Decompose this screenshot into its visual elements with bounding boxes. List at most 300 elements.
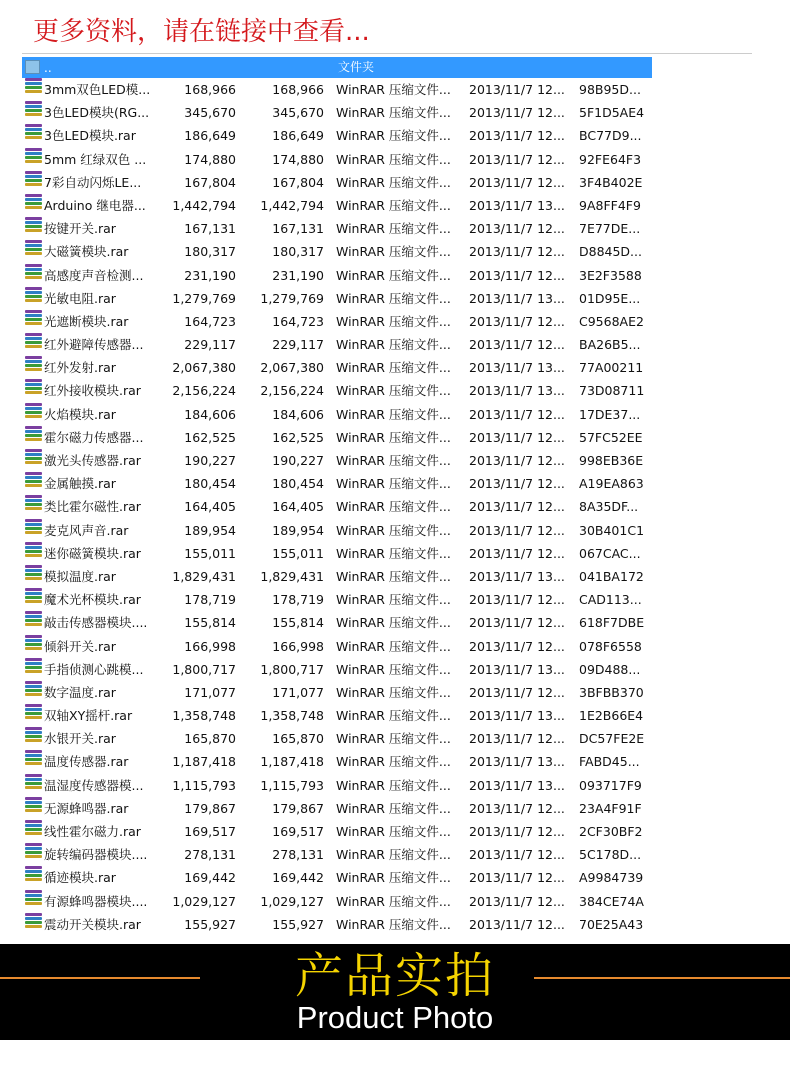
file-packed-size: 231,190 (272, 267, 324, 283)
file-modified-date: 2013/11/7 12... (469, 545, 565, 561)
file-size: 229,117 (184, 337, 236, 353)
file-row[interactable] (22, 750, 652, 773)
file-modified-date: 2013/11/7 12... (469, 916, 565, 932)
file-modified-date: 2013/11/7 12... (469, 82, 565, 97)
file-name: 类比霍尔磁性.rar (44, 499, 141, 515)
file-crc32: 98B95D... (579, 82, 641, 97)
file-row[interactable] (22, 287, 652, 310)
file-size: 162,525 (184, 429, 236, 445)
winrar-archive-icon (25, 565, 42, 581)
file-type: WinRAR 压缩文件... (336, 592, 451, 608)
file-type: WinRAR 压缩文件... (336, 754, 451, 770)
file-packed-size: 1,800,717 (260, 661, 324, 677)
file-packed-size: 174,880 (272, 151, 324, 167)
file-packed-size: 169,517 (272, 824, 324, 839)
file-size: 189,954 (184, 522, 236, 538)
file-type: WinRAR 压缩文件... (336, 824, 451, 839)
file-modified-date: 2013/11/7 13... (469, 661, 565, 677)
file-size: 2,156,224 (172, 383, 236, 399)
file-packed-size: 179,867 (272, 800, 324, 816)
file-size: 1,029,127 (172, 893, 236, 909)
file-crc32: CAD113... (579, 592, 642, 608)
file-crc32: 093717F9 (579, 777, 642, 793)
file-size: 167,804 (184, 174, 236, 190)
file-row[interactable] (22, 681, 652, 704)
winrar-archive-icon (25, 124, 42, 140)
file-modified-date: 2013/11/7 12... (469, 313, 565, 329)
file-modified-date: 2013/11/7 13... (469, 383, 565, 399)
file-modified-date: 2013/11/7 12... (469, 638, 565, 654)
file-size: 186,649 (184, 128, 236, 144)
file-type: WinRAR 压缩文件... (336, 777, 451, 793)
winrar-archive-icon (25, 194, 42, 210)
file-type: WinRAR 压缩文件... (336, 615, 451, 631)
file-crc32: A9984739 (579, 870, 644, 886)
file-row[interactable] (22, 542, 652, 565)
file-modified-date: 2013/11/7 12... (469, 128, 565, 144)
file-size: 164,405 (184, 499, 236, 515)
file-name: 循迹模块.rar (44, 870, 116, 886)
file-row[interactable] (22, 519, 652, 542)
file-size: 180,317 (184, 244, 236, 260)
file-row[interactable] (22, 426, 652, 449)
file-row[interactable] (22, 890, 652, 913)
file-row[interactable] (22, 194, 652, 217)
file-size: 169,517 (184, 824, 236, 839)
file-crc32: 5C178D... (579, 847, 642, 863)
file-modified-date: 2013/11/7 12... (469, 870, 565, 886)
file-row[interactable] (22, 240, 652, 263)
file-name: 3色LED模块.rar (44, 128, 136, 144)
file-row[interactable] (22, 774, 652, 797)
file-name: 7彩自动闪烁LE... (44, 174, 142, 190)
parent-folder-name: .. (44, 61, 52, 75)
file-name: 火焰模块.rar (44, 406, 116, 422)
file-type: WinRAR 压缩文件... (336, 453, 451, 468)
file-size: 1,358,748 (172, 708, 236, 724)
file-type: WinRAR 压缩文件... (336, 128, 451, 144)
file-type: WinRAR 压缩文件... (336, 638, 451, 654)
file-name: 5mm 红绿双色 ... (44, 151, 147, 167)
file-row[interactable] (22, 495, 652, 518)
file-name: 温度传感器.rar (44, 754, 129, 770)
winrar-archive-icon (25, 774, 42, 790)
file-crc32: 041BA172 (579, 568, 644, 584)
file-name: 模拟温度.rar (44, 568, 116, 584)
file-modified-date: 2013/11/7 12... (469, 406, 565, 422)
winrar-archive-icon (25, 356, 42, 372)
file-modified-date: 2013/11/7 12... (469, 105, 565, 121)
file-name: 震动开关模块.rar (44, 916, 141, 932)
file-crc32: 73D08711 (579, 383, 645, 399)
file-name: 温湿度传感器模... (44, 777, 144, 793)
file-type: WinRAR 压缩文件... (336, 174, 451, 190)
file-modified-date: 2013/11/7 12... (469, 244, 565, 260)
winrar-archive-icon (25, 78, 42, 94)
file-name: 红外发射.rar (44, 360, 116, 376)
file-type: WinRAR 压缩文件... (336, 708, 451, 724)
file-crc32: 17DE37... (579, 406, 641, 422)
file-modified-date: 2013/11/7 12... (469, 476, 565, 492)
file-packed-size: 171,077 (272, 684, 324, 700)
file-size: 179,867 (184, 800, 236, 816)
file-row[interactable] (22, 264, 652, 287)
file-row[interactable] (22, 727, 652, 750)
file-packed-size: 162,525 (272, 429, 324, 445)
file-type: WinRAR 压缩文件... (336, 847, 451, 863)
file-crc32: 01D95E... (579, 290, 641, 306)
file-name: 麦克风声音.rar (44, 522, 129, 538)
file-crc32: 09D488... (579, 661, 641, 677)
file-packed-size: 164,405 (272, 499, 324, 515)
file-size: 168,966 (184, 82, 236, 97)
file-packed-size: 167,804 (272, 174, 324, 190)
file-type: WinRAR 压缩文件... (336, 522, 451, 538)
winrar-archive-icon (25, 843, 42, 859)
file-name: 数字温度.rar (44, 684, 116, 700)
file-row[interactable] (22, 356, 652, 379)
file-crc32: 067CAC... (579, 545, 641, 561)
winrar-archive-icon (25, 727, 42, 743)
file-packed-size: 229,117 (272, 337, 324, 353)
file-name: 3色LED模块(RG... (44, 105, 150, 121)
file-packed-size: 2,067,380 (260, 360, 324, 376)
file-row[interactable] (22, 704, 652, 727)
file-crc32: 23A4F91F (579, 800, 642, 816)
file-modified-date: 2013/11/7 12... (469, 429, 565, 445)
file-name: 红外接收模块.rar (44, 383, 141, 399)
file-name: 敲击传感器模块.... (44, 615, 148, 631)
file-row[interactable] (22, 403, 652, 426)
header-divider (22, 53, 752, 54)
file-row[interactable] (22, 148, 652, 171)
file-name: 红外避障传感器... (44, 337, 144, 353)
winrar-archive-icon (25, 287, 42, 303)
file-row[interactable] (22, 635, 652, 658)
file-row[interactable] (22, 333, 652, 356)
file-size: 1,187,418 (172, 754, 236, 770)
file-name: 魔术光杯模块.rar (44, 592, 141, 608)
file-modified-date: 2013/11/7 12... (469, 824, 565, 839)
file-name: 线性霍尔磁力.rar (44, 824, 141, 839)
file-packed-size: 345,670 (272, 105, 324, 121)
file-row[interactable] (22, 472, 652, 495)
file-row[interactable] (22, 843, 652, 866)
file-type: WinRAR 压缩文件... (336, 800, 451, 816)
file-modified-date: 2013/11/7 13... (469, 708, 565, 724)
file-modified-date: 2013/11/7 13... (469, 290, 565, 306)
file-type: WinRAR 压缩文件... (336, 383, 451, 399)
file-modified-date: 2013/11/7 13... (469, 568, 565, 584)
file-crc32: 8A35DF... (579, 499, 639, 515)
parent-folder-type: 文件夹 (338, 60, 375, 74)
file-crc32: 618F7DBE (579, 615, 645, 631)
file-type: WinRAR 压缩文件... (336, 499, 451, 515)
file-packed-size: 180,454 (272, 476, 324, 492)
winrar-archive-icon (25, 333, 42, 349)
file-type: WinRAR 压缩文件... (336, 429, 451, 445)
file-crc32: 77A00211 (579, 360, 644, 376)
file-modified-date: 2013/11/7 12... (469, 522, 565, 538)
file-modified-date: 2013/11/7 12... (469, 499, 565, 515)
file-name: 无源蜂鸣器.rar (44, 800, 129, 816)
file-packed-size: 278,131 (272, 847, 324, 863)
file-size: 1,829,431 (172, 568, 236, 584)
file-modified-date: 2013/11/7 12... (469, 267, 565, 283)
file-type: WinRAR 压缩文件... (336, 731, 451, 747)
file-packed-size: 1,115,793 (260, 777, 324, 793)
file-name: 旋转编码器模块.... (44, 847, 148, 863)
file-packed-size: 167,131 (272, 221, 324, 237)
file-type: WinRAR 压缩文件... (336, 82, 451, 97)
file-row[interactable] (22, 310, 652, 333)
file-type: WinRAR 压缩文件... (336, 893, 451, 909)
file-packed-size: 1,442,794 (260, 197, 324, 213)
file-row[interactable] (22, 101, 652, 124)
file-modified-date: 2013/11/7 12... (469, 221, 565, 237)
file-size: 166,998 (184, 638, 236, 654)
file-crc32: 3E2F3588 (579, 267, 642, 283)
winrar-archive-icon (25, 704, 42, 720)
file-size: 190,227 (184, 453, 236, 468)
file-modified-date: 2013/11/7 12... (469, 731, 565, 747)
file-modified-date: 2013/11/7 12... (469, 800, 565, 816)
file-packed-size: 1,029,127 (260, 893, 324, 909)
winrar-archive-icon (25, 217, 42, 233)
file-type: WinRAR 压缩文件... (336, 568, 451, 584)
file-name: 迷你磁簧模块.rar (44, 545, 141, 561)
file-size: 171,077 (184, 684, 236, 700)
file-packed-size: 165,870 (272, 731, 324, 747)
winrar-archive-icon (25, 101, 42, 117)
parent-folder-row[interactable] (22, 57, 652, 78)
file-packed-size: 2,156,224 (260, 383, 324, 399)
winrar-archive-icon (25, 542, 42, 558)
file-size: 1,115,793 (172, 777, 236, 793)
banner-title: 产品实拍 (294, 948, 495, 1004)
file-crc32: DC57FE2E (579, 731, 645, 747)
file-packed-size: 180,317 (272, 244, 324, 260)
file-name: 金属触摸.rar (44, 476, 116, 492)
file-type: WinRAR 压缩文件... (336, 337, 451, 353)
file-size: 155,927 (184, 916, 236, 932)
file-type: WinRAR 压缩文件... (336, 267, 451, 283)
file-row[interactable] (22, 379, 652, 402)
winrar-archive-icon (25, 148, 42, 164)
archive-file-list[interactable] (22, 57, 652, 936)
file-type: WinRAR 压缩文件... (336, 360, 451, 376)
file-packed-size: 155,011 (272, 545, 324, 561)
winrar-archive-icon (25, 264, 42, 280)
file-modified-date: 2013/11/7 12... (469, 592, 565, 608)
file-row[interactable] (22, 611, 652, 634)
winrar-archive-icon (25, 611, 42, 627)
file-name: 激光头传感器.rar (44, 453, 141, 468)
file-modified-date: 2013/11/7 13... (469, 777, 565, 793)
file-packed-size: 164,723 (272, 313, 324, 329)
file-name: 按键开关.rar (44, 221, 116, 237)
file-modified-date: 2013/11/7 12... (469, 893, 565, 909)
winrar-archive-icon (25, 890, 42, 906)
file-packed-size: 1,829,431 (260, 568, 324, 584)
file-row[interactable] (22, 797, 652, 820)
file-type: WinRAR 压缩文件... (336, 545, 451, 561)
file-type: WinRAR 压缩文件... (336, 476, 451, 492)
file-size: 345,670 (184, 105, 236, 121)
file-size: 278,131 (184, 847, 236, 863)
file-packed-size: 155,927 (272, 916, 324, 932)
file-name: 霍尔磁力传感器... (44, 429, 144, 445)
file-crc32: D8845D... (579, 244, 642, 260)
file-size: 231,190 (184, 267, 236, 283)
file-modified-date: 2013/11/7 12... (469, 615, 565, 631)
file-name: 光遮断模块.rar (44, 313, 129, 329)
winrar-archive-icon (25, 913, 42, 929)
file-modified-date: 2013/11/7 13... (469, 360, 565, 376)
file-crc32: 30B401C1 (579, 522, 645, 538)
file-crc32: 2CF30BF2 (579, 824, 643, 839)
file-size: 1,442,794 (172, 197, 236, 213)
file-row[interactable] (22, 820, 652, 843)
file-modified-date: 2013/11/7 12... (469, 151, 565, 167)
file-size: 1,279,769 (172, 290, 236, 306)
winrar-archive-icon (25, 310, 42, 326)
file-name: 手指侦测心跳模... (44, 661, 144, 677)
file-row[interactable] (22, 171, 652, 194)
file-crc32: 998EB36E (579, 453, 644, 468)
file-crc32: BA26B5... (579, 337, 641, 353)
file-packed-size: 168,966 (272, 82, 324, 97)
file-row[interactable] (22, 588, 652, 611)
winrar-archive-icon (25, 658, 42, 674)
file-modified-date: 2013/11/7 12... (469, 174, 565, 190)
file-crc32: 3BFBB370 (579, 684, 644, 700)
file-packed-size: 1,279,769 (260, 290, 324, 306)
winrar-archive-icon (25, 750, 42, 766)
file-type: WinRAR 压缩文件... (336, 221, 451, 237)
winrar-archive-icon (25, 495, 42, 511)
winrar-archive-icon (25, 866, 42, 882)
file-size: 174,880 (184, 151, 236, 167)
file-name: 3mm双色LED模... (44, 82, 151, 97)
file-packed-size: 1,187,418 (260, 754, 324, 770)
file-name: 双轴XY摇杆.rar (44, 708, 133, 724)
winrar-archive-icon (25, 681, 42, 697)
winrar-archive-icon (25, 472, 42, 488)
file-packed-size: 178,719 (272, 592, 324, 608)
file-packed-size: 184,606 (272, 406, 324, 422)
winrar-archive-icon (25, 449, 42, 465)
file-size: 164,723 (184, 313, 236, 329)
file-crc32: 7E77DE... (579, 221, 641, 237)
file-type: WinRAR 压缩文件... (336, 197, 451, 213)
file-name: 大磁簧模块.rar (44, 244, 129, 260)
winrar-archive-icon (25, 403, 42, 419)
file-size: 155,814 (184, 615, 236, 631)
file-name: Arduino 继电器... (44, 197, 146, 213)
file-type: WinRAR 压缩文件... (336, 244, 451, 260)
winrar-archive-icon (25, 588, 42, 604)
file-row[interactable] (22, 658, 652, 681)
file-crc32: 57FC52EE (579, 429, 643, 445)
file-row[interactable] (22, 565, 652, 588)
winrar-archive-icon (25, 635, 42, 651)
file-row[interactable] (22, 78, 652, 101)
file-row[interactable] (22, 866, 652, 889)
file-type: WinRAR 压缩文件... (336, 105, 451, 121)
file-name: 高感度声音检测... (44, 267, 144, 283)
file-type: WinRAR 压缩文件... (336, 313, 451, 329)
banner-subtitle: Product Photo (296, 1000, 494, 1035)
file-type: WinRAR 压缩文件... (336, 151, 451, 167)
file-packed-size: 169,442 (272, 870, 324, 886)
folder-icon (25, 60, 40, 74)
winrar-archive-icon (25, 426, 42, 442)
file-size: 169,442 (184, 870, 236, 886)
file-rows (22, 78, 652, 936)
file-crc32: C9568AE2 (579, 313, 644, 329)
winrar-archive-icon (25, 240, 42, 256)
file-modified-date: 2013/11/7 13... (469, 754, 565, 770)
file-size: 184,606 (184, 406, 236, 422)
product-photo-banner (0, 944, 790, 1040)
file-name: 光敏电阻.rar (44, 290, 116, 306)
file-type: WinRAR 压缩文件... (336, 406, 451, 422)
file-crc32: FABD45... (579, 754, 640, 770)
file-size: 2,067,380 (172, 360, 236, 376)
file-row[interactable] (22, 449, 652, 472)
file-crc32: BC77D9... (579, 128, 642, 144)
file-type: WinRAR 压缩文件... (336, 870, 451, 886)
promo-header-text: 更多资料，请在链接中查看... (33, 17, 370, 47)
file-packed-size: 186,649 (272, 128, 324, 144)
file-packed-size: 189,954 (272, 522, 324, 538)
file-row[interactable] (22, 913, 652, 936)
file-packed-size: 166,998 (272, 638, 324, 654)
file-size: 165,870 (184, 731, 236, 747)
file-crc32: 92FE64F3 (579, 151, 642, 167)
file-size: 155,011 (184, 545, 236, 561)
file-crc32: 3F4B402E (579, 174, 643, 190)
file-crc32: A19EA863 (579, 476, 644, 492)
file-size: 167,131 (184, 221, 236, 237)
file-name: 水银开关.rar (44, 731, 116, 747)
file-modified-date: 2013/11/7 13... (469, 197, 565, 213)
file-crc32: 1E2B66E4 (579, 708, 644, 724)
file-crc32: 5F1D5AE4 (579, 105, 645, 121)
file-name: 倾斜开关.rar (44, 638, 116, 654)
file-type: WinRAR 压缩文件... (336, 916, 451, 932)
winrar-archive-icon (25, 797, 42, 813)
file-row[interactable] (22, 124, 652, 147)
file-modified-date: 2013/11/7 12... (469, 847, 565, 863)
file-type: WinRAR 压缩文件... (336, 661, 451, 677)
file-crc32: 9A8FF4F9 (579, 197, 641, 213)
file-type: WinRAR 压缩文件... (336, 684, 451, 700)
file-modified-date: 2013/11/7 12... (469, 684, 565, 700)
file-packed-size: 190,227 (272, 453, 324, 468)
file-name: 有源蜂鸣器模块.... (44, 893, 148, 909)
file-size: 180,454 (184, 476, 236, 492)
winrar-archive-icon (25, 519, 42, 535)
file-row[interactable] (22, 217, 652, 240)
file-crc32: 384CE74A (579, 893, 644, 909)
file-modified-date: 2013/11/7 12... (469, 453, 565, 468)
file-crc32: 078F6558 (579, 638, 642, 654)
file-crc32: 70E25A43 (579, 916, 644, 932)
winrar-archive-icon (25, 379, 42, 395)
winrar-archive-icon (25, 820, 42, 836)
